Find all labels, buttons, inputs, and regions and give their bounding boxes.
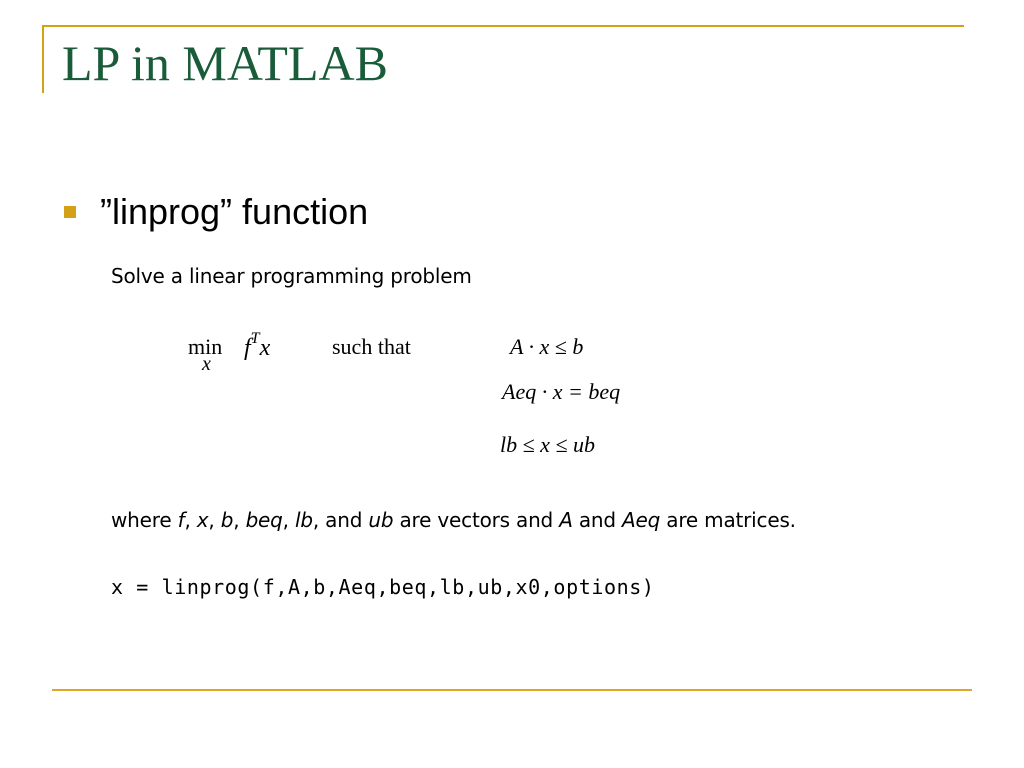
inequality-constraint: A · x ≤ b [510,334,584,359]
square-bullet-icon [64,206,76,218]
such-that-text: such that [332,334,411,359]
slide-title: LP in MATLAB [62,35,388,91]
frame-vertical-line [42,25,44,93]
linprog-description: Solve a linear programming problem [111,264,472,288]
min-subscript: x [202,353,211,375]
equality-constraint: Aeq · x = beq [502,379,621,404]
objective-expression: $f^Tx$ [244,330,271,361]
footer-divider [52,689,972,691]
frame-top-line [42,25,964,27]
variable-description: where f, x, b, beq, lb, and ub are vectors and A and Aeq are matrices. [111,508,796,532]
min-operator: min [188,334,223,359]
bullet-item [64,190,368,234]
linprog-syntax: x = linprog(f,A,b,Aeq,beq,lb,ub,x0,options) [111,575,655,599]
bullet-text: ”linprog” function [100,191,369,232]
bound-constraint: lb ≤ x ≤ ub [500,432,596,457]
